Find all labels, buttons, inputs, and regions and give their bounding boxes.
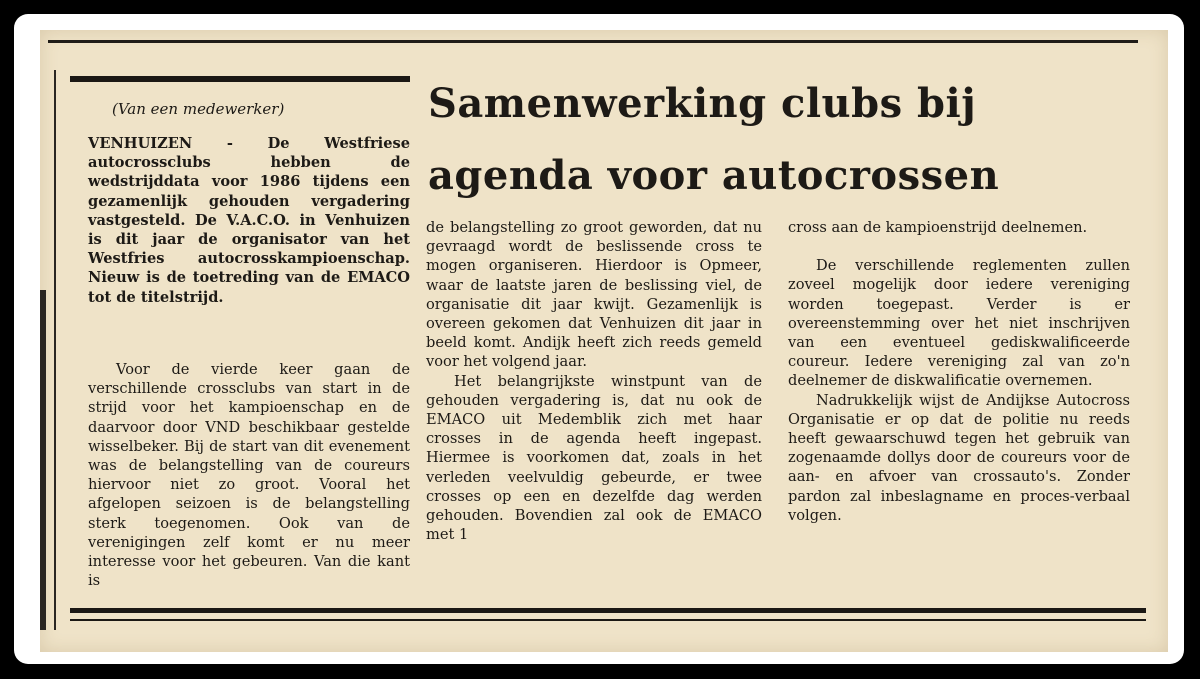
headline-line-2: agenda voor autocrossen [428, 152, 1000, 199]
torn-edge [40, 290, 46, 630]
column-1-paragraph-1: Voor de vierde keer gaan de verschillende crossclubs van start in de strijd voor het kampioenschap en de daarvoor door VND beschikbaar gestelde wisselbeker. Bij de start van dit evenement was de belangstelling van de coureurs hiervoor niet zo groot. Vooral het afgelopen seizoen is de belangstelling sterk toegenomen. Ook van de verenigingen zelf komt er nu meer interesse voor het gebeuren. Van die kant is [88, 361, 410, 590]
column-2-paragraph-2: Het belangrijkste winstpunt van de gehouden vergadering is, dat nu ook de EMACO uit Medemblik zich met haar crosses in de agenda heeft ingepast. Hiermee is voorkomen dat, zoals in het verleden veelvuldig gebeurde, er twee crosses op een en dezelfde dag werden gehouden. Bovendien zal ook de EMACO met 1 [426, 372, 762, 544]
column-3 [788, 218, 1130, 525]
column-3-paragraph-2: De verschillende reglementen zullen zoveel mogelijk door iedere vereniging worden toegepast. Verder is er overeenstemming over het niet inschrijven van een eventueel gediskwalificeerde coureur. Iedere vereniging zal van zo'n deelnemer de diskwalificatie overnemen. [788, 257, 1130, 390]
left-rule [54, 70, 56, 630]
newspaper-clipping [40, 30, 1168, 652]
column-2 [426, 218, 762, 544]
byline: (Van een medewerker) [112, 100, 285, 118]
column-3-paragraph-1: cross aan de kampioenstrijd deelnemen. [788, 219, 1088, 236]
column-3-paragraph-3: Nadrukkelijk wijst de Andijkse Autocross Organisatie er op dat de politie nu reeds heeft gewaarschuwd tegen het gebruik van zogenaamde dollys door de coureurs voor de aan- en afvoer van crossauto's. Zonder pardon zal inbeslagname en proces-verbaal volgen. [788, 391, 1130, 524]
column-2-paragraph-1: de belangstelling zo groot geworden, dat nu gevraagd wordt de beslissende cross te mogen organiseren. Hierdoor is Opmeer, waar de laatste jaren de beslissing viel, de organisatie dit jaar kwijt. Gezamenlijk is overeen gekomen dat Venhuizen dit jaar in beeld komt. Andijk heeft zich reeds gemeld voor het volgend jaar. [426, 219, 762, 371]
bottom-rule-thin [70, 619, 1146, 621]
top-rule [48, 40, 1138, 43]
headline-line-1: Samenwerking clubs bij [428, 80, 977, 127]
lead-text: VENHUIZEN - De Westfriese autocrossclubs hebben de wedstrijddata voor 1986 tijdens een gezamenlijk gehouden vergadering vastgesteld. De V.A.C.O. in Venhuizen is dit jaar de organisator van het Westfries autocrosskampioenschap. Nieuw is de toetreding van de EMACO tot de titelstrijd. [88, 135, 410, 306]
bottom-rule [70, 608, 1146, 613]
column-rule [70, 76, 410, 82]
lead-paragraph [88, 134, 410, 307]
column-1 [88, 360, 410, 590]
headline [428, 68, 1068, 212]
